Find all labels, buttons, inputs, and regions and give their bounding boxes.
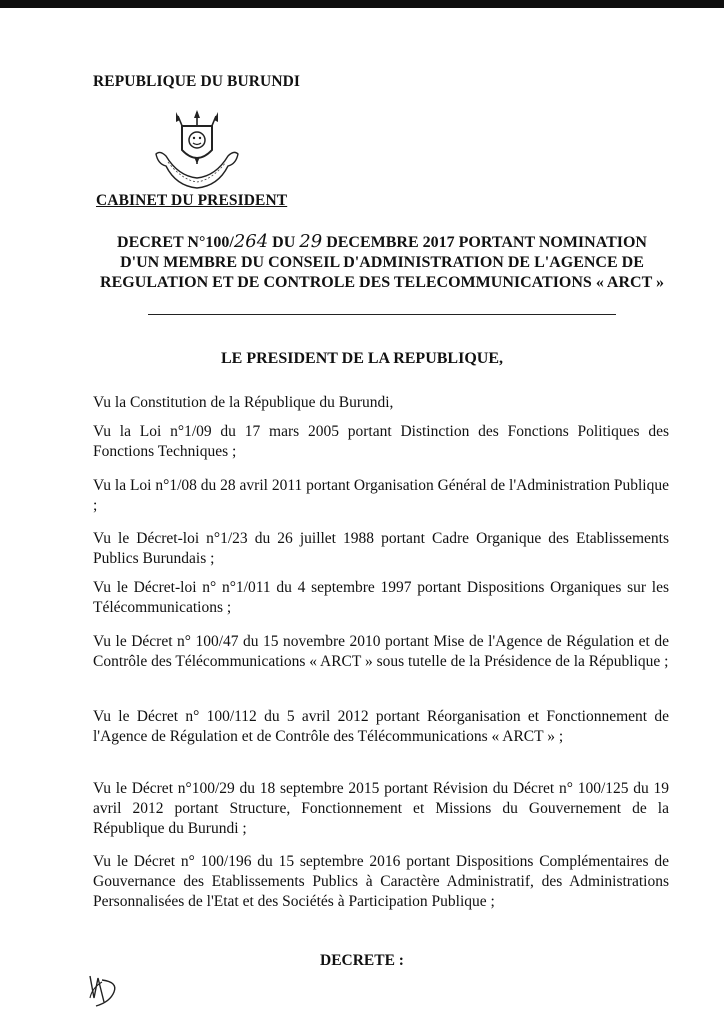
coat-of-arms-seal — [148, 110, 246, 192]
decree-title-line3: REGULATION ET DE CONTROLE DES TELECOMMUNICATIONS « ARCT » — [100, 274, 664, 291]
visa-text: Vu le Décret n° 100/196 du 15 septembre 2016 portant Dispositions Complémentaires de Gouvernance des Etablissements Publics à Caractère Administratif, des Administrations Personnalisées de l'Etat et des Sociétés à Participation Publique ; — [93, 853, 669, 910]
handwritten-decree-number: 264 — [233, 231, 269, 252]
decree-title-date-rest: DECEMBRE 2017 PORTANT NOMINATION — [322, 234, 647, 251]
visa-text: Vu la Constitution de la République du Burundi, — [93, 394, 394, 411]
visa-paragraph — [93, 852, 669, 912]
decree-title-line1 — [92, 232, 672, 253]
visa-paragraph — [93, 707, 669, 747]
handwritten-initials — [84, 968, 124, 1012]
decree-number-prefix: DECRET N°100/ — [117, 234, 234, 251]
visa-text: Vu le Décret n° 100/47 du 15 novembre 2010 portant Mise de l'Agence de Régulation et de Contrôle des Télécommunications « ARCT » sous tutelle de la Présidence de la République ; — [93, 633, 669, 670]
title-divider — [148, 314, 616, 315]
handwritten-decree-day: 29 — [299, 231, 323, 252]
visa-text: Vu le Décret n°100/29 du 18 septembre 2015 portant Révision du Décret n° 100/125 du 19 avril 2012 portant Structure, Fonctionnement et Missions du Gouvernement de la République du Burundi ; — [93, 780, 669, 837]
visa-paragraph — [93, 422, 669, 462]
visa-paragraph — [93, 393, 669, 413]
visa-text: Vu le Décret-loi n° n°1/011 du 4 septembre 1997 portant Dispositions Organiques sur les Télécommunications ; — [93, 579, 669, 616]
decree-title-line2: D'UN MEMBRE DU CONSEIL D'ADMINISTRATION DE L'AGENCE DE — [120, 254, 644, 271]
visa-paragraph — [93, 578, 669, 618]
visa-text: Vu la Loi n°1/09 du 17 mars 2005 portant Distinction des Fonctions Politiques des Fonctions Techniques ; — [93, 423, 669, 460]
decree-title — [92, 232, 672, 293]
visa-paragraph — [93, 476, 669, 516]
visa-text: Vu la Loi n°1/08 du 28 avril 2011 portant Organisation Général de l'Administration Publique ; — [93, 477, 669, 514]
visa-paragraph — [93, 632, 669, 672]
republic-heading: REPUBLIQUE DU BURUNDI — [93, 73, 301, 90]
decree-du: DU — [268, 234, 300, 251]
visa-paragraph — [93, 529, 669, 569]
visa-text: Vu le Décret n° 100/112 du 5 avril 2012 portant Réorganisation et Fonctionnement de l'Agence de Régulation et de Contrôle des Télécommunications « ARCT » ; — [93, 708, 669, 745]
cabinet-heading: CABINET DU PRESIDENT — [96, 192, 288, 209]
visa-paragraph — [93, 779, 669, 839]
scan-top-edge — [0, 0, 724, 8]
visa-text: Vu le Décret-loi n°1/23 du 26 juillet 1988 portant Cadre Organique des Etablissements Publics Burundais ; — [93, 530, 669, 567]
decrete-heading: DECRETE : — [320, 952, 404, 969]
authority-heading: LE PRESIDENT DE LA REPUBLIQUE, — [221, 350, 503, 367]
